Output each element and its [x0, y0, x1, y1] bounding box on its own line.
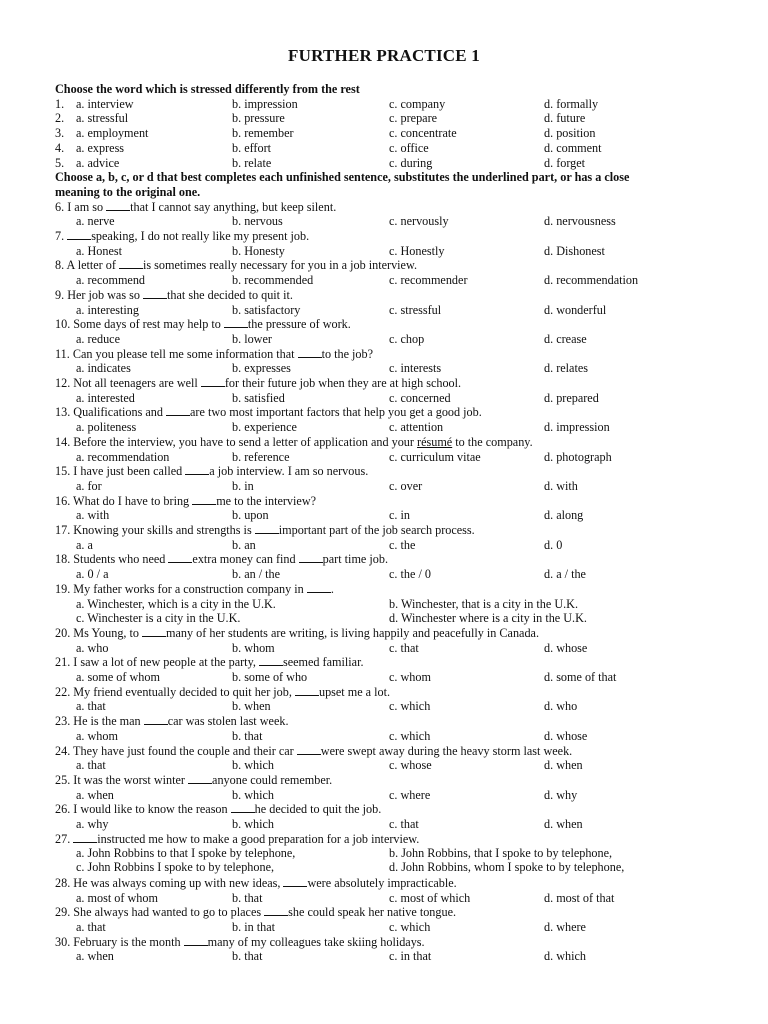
option-b: b. impression [232, 96, 298, 111]
item-number: 1. [55, 96, 65, 111]
question-text: 17. Knowing your skills and strengths is [55, 523, 255, 537]
option-d: d. whose [544, 640, 588, 655]
option-d: d. a / the [544, 567, 586, 582]
option-a: a. who [76, 640, 109, 655]
answer-blank [231, 802, 255, 813]
question-text: many of my colleagues take skiing holidays. [207, 934, 425, 949]
answer-blank [67, 229, 91, 240]
option-b: b. relate [232, 155, 272, 170]
option-a: a. that [76, 699, 106, 714]
option-d: d. photograph [544, 449, 612, 464]
option-c: c. which [389, 728, 431, 743]
option-c: c. the / 0 [389, 567, 431, 582]
question-text: 18. Students who need [55, 552, 169, 567]
question-text: 10. Some days of rest may help to [55, 317, 224, 332]
option-c: c. chop [389, 331, 425, 346]
option-c: c. which [389, 919, 431, 934]
option-d: d. when [544, 758, 583, 773]
option-c: c. John Robbins I spoke to by telephone, [76, 860, 275, 875]
question-text: that she decided to quit it. [167, 287, 293, 302]
option-a: a. stressful [76, 111, 129, 126]
item-number: 2. [55, 111, 65, 126]
answer-blank [307, 582, 331, 593]
question-stem [55, 905, 456, 919]
option-a: a. Winchester, which is a city in the U.K. [76, 596, 276, 611]
question-text: 26. I would like to know the reason [55, 802, 231, 817]
option-a: a. that [76, 919, 106, 934]
answer-blank [184, 935, 208, 946]
option-a: a. politeness [76, 420, 137, 435]
question-text: 7. [55, 229, 68, 243]
option-a: a. employment [76, 126, 149, 141]
option-d: d. formally [544, 96, 599, 111]
option-d: d. relates [544, 361, 588, 376]
option-a: a. express [76, 140, 125, 155]
section-instruction: Choose the word which is stressed differently from the rest [55, 82, 360, 96]
question-text: 19. My father works for a construction company in [55, 581, 307, 596]
option-a: a. indicates [76, 361, 131, 376]
option-d: d. who [544, 699, 578, 714]
page-title: FURTHER PRACTICE 1 [288, 46, 480, 65]
option-c: c. company [389, 96, 446, 111]
question-stem [55, 582, 334, 596]
answer-blank [142, 626, 166, 637]
answer-blank [119, 258, 143, 269]
option-d: d. prepared [544, 390, 599, 405]
question-text: 21. I saw a lot of new people at the party, [55, 655, 259, 670]
question-stem [55, 258, 417, 272]
option-c: c. whom [389, 670, 431, 684]
answer-blank [255, 523, 279, 534]
option-a: a. why [76, 817, 109, 831]
option-a: a. most of whom [76, 890, 158, 905]
question-text: 23. He is the man [55, 714, 144, 729]
option-d: d. most of that [544, 890, 615, 905]
question-text: were swept away during the heavy storm last week. [320, 743, 573, 758]
answer-blank [259, 655, 283, 666]
option-b: b. some of who [232, 670, 308, 684]
option-d: d. nervousness [544, 214, 616, 229]
question-text: she could speak her native tongue. [288, 905, 457, 920]
question-text: 22. My friend eventually decided to quit her job, [55, 684, 295, 699]
option-a: a. interested [76, 390, 135, 405]
question-text: he decided to quit the job. [254, 802, 382, 817]
question-text: upset me a lot. [318, 684, 391, 699]
option-d: d. when [544, 817, 583, 831]
option-d: d. impression [544, 420, 610, 435]
question-text: were absolutely impracticable. [307, 875, 457, 890]
answer-blank [188, 773, 212, 784]
option-b: b. Honesty [232, 243, 285, 258]
option-d: d. along [544, 508, 584, 523]
answer-blank [106, 200, 130, 211]
option-a: a. recommend [76, 273, 146, 288]
option-b: b. recommended [232, 273, 314, 288]
option-b: b. an / the [232, 567, 281, 582]
option-c: c. which [389, 699, 431, 714]
answer-blank [192, 494, 216, 505]
question-text: 28. He was always coming up with new ideas, [55, 875, 284, 890]
question-stem [55, 523, 475, 537]
option-d: d. why [544, 787, 578, 802]
option-d: d. 0 [544, 537, 563, 552]
option-d: d. John Robbins, whom I spoke to by telephone, [389, 860, 625, 875]
underlined-part: résumé [417, 434, 453, 449]
option-b: b. expresses [232, 361, 291, 376]
answer-blank [298, 347, 322, 358]
option-b: b. effort [232, 140, 272, 155]
option-c: c. recommender [389, 273, 468, 288]
option-a: a. recommendation [76, 449, 170, 464]
question-stem [55, 464, 368, 478]
answer-blank [297, 744, 321, 755]
option-b: b. in that [232, 919, 275, 934]
option-c: c. in [389, 508, 410, 523]
option-d: d. comment [544, 140, 602, 155]
question-text: 25. It was the worst winter [55, 772, 189, 787]
question-stem [55, 552, 388, 566]
option-c: c. that [389, 817, 419, 831]
answer-blank [143, 288, 167, 299]
option-b: b. which [232, 758, 274, 773]
option-d: d. recommendation [544, 273, 639, 288]
option-a: a. for [76, 478, 102, 493]
answer-blank [264, 905, 288, 916]
question-text: 13. Qualifications and [55, 405, 167, 420]
option-b: b. reference [232, 449, 290, 464]
question-text: anyone could remember. [212, 772, 333, 787]
question-stem [55, 229, 309, 243]
question-text: many of her students are writing, is living happily and peacefully in Canada. [166, 625, 540, 640]
item-number: 4. [55, 140, 65, 155]
question-text: . [330, 581, 334, 596]
question-stem [55, 494, 316, 508]
option-a: a. when [76, 787, 114, 802]
option-c: c. concerned [389, 390, 451, 405]
question-text: instructed me how to make a good preparation for a job interview. [97, 831, 420, 846]
question-text: are two most important factors that help you get a good job. [190, 405, 482, 420]
option-b: b. remember [232, 126, 294, 141]
option-b: b. whom [232, 640, 275, 655]
option-a: a. reduce [76, 331, 120, 346]
question-text: important part of the job search process. [278, 523, 475, 537]
question-text: for their future job when they are at high school. [224, 376, 462, 390]
option-c: c. Winchester is a city in the U.K. [76, 610, 241, 625]
question-text: me to the interview? [216, 493, 317, 508]
option-a: a. interesting [76, 302, 139, 317]
question-text: is sometimes really necessary for you in a job interview. [142, 258, 418, 273]
question-text: a job interview. I am so nervous. [209, 464, 369, 479]
answer-blank [224, 317, 248, 328]
question-stem [55, 876, 457, 890]
question-text: 20. Ms Young, to [55, 625, 143, 640]
question-stem [55, 773, 332, 787]
question-text: the pressure of work. [247, 317, 351, 332]
option-b: b. nervous [232, 214, 283, 229]
question-stem [55, 935, 425, 949]
question-text: 30. February is the month [55, 934, 184, 949]
option-c: c. over [389, 478, 423, 493]
question-text: 6. I am so [55, 199, 107, 214]
option-a: a. Honest [76, 243, 123, 258]
option-d: d. Dishonest [544, 243, 605, 258]
question-text: 9. Her job was so [55, 287, 144, 302]
question-text: 15. I have just been called [55, 464, 186, 479]
option-c: c. the [389, 537, 416, 552]
option-a: a. 0 / a [76, 567, 109, 582]
question-text: 12. Not all teenagers are well [55, 376, 201, 390]
question-stem [55, 714, 289, 728]
option-c: c. in that [389, 949, 432, 964]
question-stem [55, 200, 336, 214]
question-stem [55, 626, 539, 640]
option-a: a. interview [76, 96, 134, 111]
question-text: part time job. [322, 552, 388, 567]
question-stem [55, 655, 364, 669]
option-b: b. when [232, 699, 271, 714]
question-stem [55, 744, 572, 758]
answer-blank [73, 832, 97, 843]
option-c: c. most of which [389, 890, 471, 905]
option-b: b. satisfactory [232, 302, 301, 317]
question-text: that I cannot say anything, but keep silent. [130, 199, 337, 214]
option-b: b. experience [232, 420, 297, 435]
answer-blank [201, 376, 225, 387]
question-text: to the job? [321, 346, 374, 361]
option-a: a. with [76, 508, 110, 523]
option-d: d. which [544, 949, 586, 964]
question-stem [55, 376, 461, 390]
option-a: a. advice [76, 155, 120, 170]
option-b: b. upon [232, 508, 269, 523]
option-d: d. position [544, 126, 596, 141]
question-text: car was stolen last week. [167, 714, 289, 729]
question-text: seemed familiar. [282, 655, 364, 670]
option-c: c. stressful [389, 302, 442, 317]
option-b: b. that [232, 728, 263, 743]
question-stem [55, 685, 390, 699]
option-d: d. whose [544, 728, 588, 743]
option-b: b. Winchester, that is a city in the U.K. [389, 596, 579, 611]
option-c: c. during [389, 155, 433, 170]
option-d: d. Winchester where is a city in the U.K. [389, 610, 587, 625]
option-a: a. some of whom [76, 670, 160, 684]
option-c: c. interests [389, 361, 442, 376]
option-a: a. John Robbins to that I spoke by telephone, [76, 846, 296, 861]
item-number: 3. [55, 126, 65, 141]
answer-blank [144, 714, 168, 725]
option-b: b. that [232, 890, 263, 905]
option-d: d. forget [544, 155, 586, 170]
option-a: a. when [76, 949, 114, 964]
option-b: b. lower [232, 331, 272, 346]
option-d: d. some of that [544, 670, 617, 684]
question-text: 8. A letter of [55, 258, 119, 273]
answer-blank [295, 685, 319, 696]
question-text: speaking, I do not really like my present job. [91, 229, 310, 243]
question-stem [55, 832, 419, 846]
question-stem [55, 347, 373, 361]
option-d: d. future [544, 111, 586, 126]
answer-blank [166, 405, 190, 416]
question-text: 27. [55, 831, 74, 846]
option-b: b. that [232, 949, 263, 964]
section-instruction: Choose a, b, c, or d that best completes each unfinished sentence, substitutes the underlined part, or has a close [55, 170, 630, 185]
question-text: extra money can find [192, 552, 299, 567]
option-b: b. which [232, 787, 274, 802]
option-d: d. wonderful [544, 302, 607, 317]
question-stem [55, 317, 351, 331]
option-c: c. curriculum vitae [389, 449, 481, 464]
option-b: b. John Robbins, that I spoke to by telephone, [389, 846, 613, 861]
question-text: 14. Before the interview, you have to send a letter of application and your [55, 434, 418, 449]
question-text: 11. Can you please tell me some information that [55, 346, 298, 361]
option-a: a. a [76, 537, 93, 552]
question-stem [55, 435, 533, 449]
option-c: c. attention [389, 420, 444, 435]
option-d: d. with [544, 478, 578, 493]
option-b: b. in [232, 478, 254, 493]
question-text: 24. They have just found the couple and their car [55, 743, 297, 758]
option-a: a. nerve [76, 214, 115, 229]
option-c: c. prepare [389, 111, 438, 126]
option-c: c. nervously [389, 214, 449, 229]
option-c: c. whose [389, 758, 432, 773]
question-text: 16. What do I have to bring [55, 493, 193, 508]
question-stem [55, 288, 293, 302]
question-stem [55, 802, 381, 816]
option-b: b. satisfied [232, 390, 285, 405]
question-text: 29. She always had wanted to go to places [55, 905, 265, 920]
option-c: c. Honestly [389, 243, 445, 258]
option-c: c. office [389, 140, 429, 155]
option-c: c. concentrate [389, 126, 457, 141]
question-stem [55, 405, 482, 419]
option-d: d. crease [544, 331, 587, 346]
answer-blank [168, 552, 192, 563]
answer-blank [185, 464, 209, 475]
answer-blank [299, 552, 323, 563]
option-b: b. which [232, 817, 274, 831]
option-c: c. that [389, 640, 419, 655]
option-b: b. pressure [232, 111, 285, 126]
option-a: a. that [76, 758, 106, 773]
option-d: d. where [544, 919, 586, 934]
option-a: a. whom [76, 728, 118, 743]
section-instruction: meaning to the original one. [55, 184, 201, 199]
question-text: to the company. [452, 434, 533, 449]
item-number: 5. [55, 155, 65, 170]
answer-blank [283, 876, 307, 887]
option-b: b. an [232, 537, 256, 552]
option-c: c. where [389, 787, 431, 802]
